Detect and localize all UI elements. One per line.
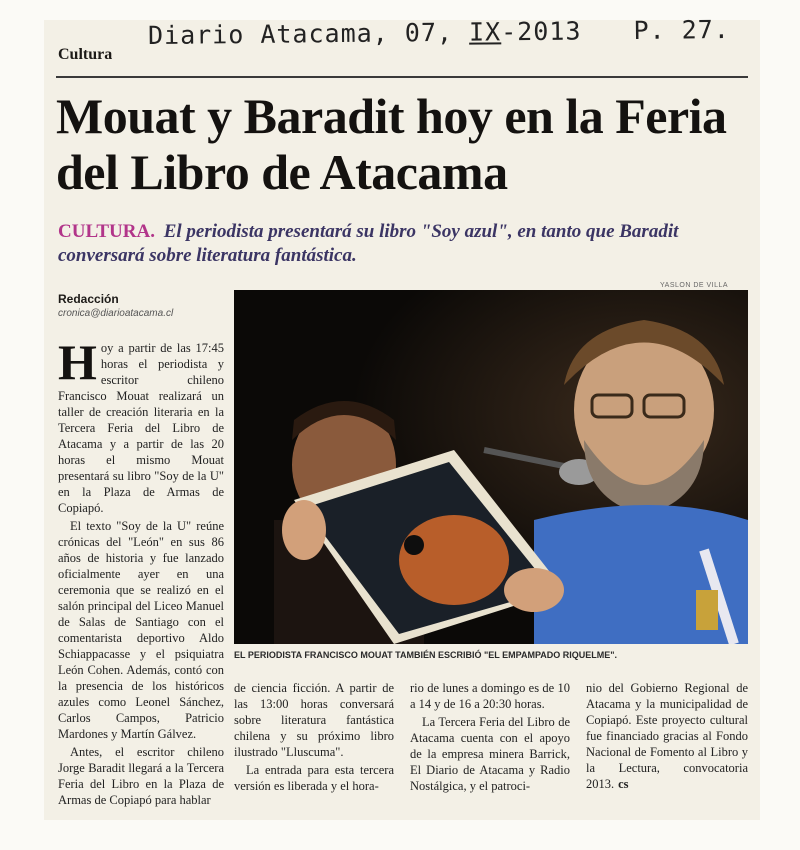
paragraph: de ciencia ficción. A partir de las 13:00 horas conversará sobre literatura fantástica chilena y su próximo libro ilustrado "Lluscuma". [234,681,394,759]
end-mark: cs [618,777,629,791]
paragraph: nio del Gobierno Regional de Atacama y la municipalidad de Copiapó. Este proyecto cultural fue financiado gracias al Fondo Nacional de Fomento al Libro y la Lectura, convocatoria 2013. cs [586,681,748,791]
article-photo [234,290,748,644]
byline-author: Redacción [58,292,119,306]
photo-illustration [234,290,748,644]
photo-caption: EL PERIODISTA FRANCISCO MOUAT TAMBIÉN ESCRIBIÓ "EL EMPAMPADO RIQUELME". [234,650,618,660]
paragraph: rio de lunes a domingo es de 10 a 14 y de 16 a 20:30 horas. [410,681,570,711]
handwritten-source-note: Diario Atacama, 07, IX-2013 P. 27. [147,14,730,51]
paragraph: El texto "Soy de la U" reúne crónicas del "León" en sus 86 años de historia y fue lanzado oficialmente ayer en una ceremonia que se realizó en el salón principal del Liceo Manuel de Salas de Santiago con el comentarista deportivo Aldo Schiappacasse y el psiquiatra León Cohen. Además, contó con la presencia de los históricos azules como Leonel Sánchez, Carlos Campos, Patricio Mardones y Martín Gálvez. [58,519,224,741]
paragraph: La entrada para esta tercera versión es liberada y el hora- [234,763,394,793]
headline: Mouat y Baradit hoy en la Feria del Libro de Atacama [56,88,727,200]
byline-email: cronica@diarioatacama.cl [58,308,174,319]
article-column-1 [58,334,224,810]
dropcap: H [58,334,97,390]
paragraph: Antes, el escritor chileno Jorge Baradit llegará a la Tercera Feria del Libro en la Plaza de Armas de Copiapó para hablar [58,745,224,807]
section-rule [56,76,748,78]
lede-text: El periodista presentará su libro "Soy azul", en tanto que Baradit conversará sobre literatura fantástica. [58,221,679,266]
article-column-4 [586,680,748,794]
lede-tag: CULTURA. [58,221,155,242]
lede [58,220,738,268]
paragraph: La Tercera Feria del Libro de Atacama cuenta con el apoyo de la empresa minera Barrick, El Diario de Atacama y Radio Nostálgica, y el patroci- [410,715,570,793]
paragraph: Hoy a partir de las 17:45 horas el periodista y escritor chileno Francisco Mouat realizará un taller de creación literaria en la Tercera Feria del Libro de Atacama y a partir de las 20 horas el mismo Mouat presentará su libro "Soy de la U" en la Plaza de Armas de Copiapó. [58,334,224,515]
section-label: Cultura [58,46,113,63]
article-column-2 [234,680,394,796]
article-column-3 [410,680,570,796]
photo-credit: YASLON DE VILLA [660,282,729,289]
